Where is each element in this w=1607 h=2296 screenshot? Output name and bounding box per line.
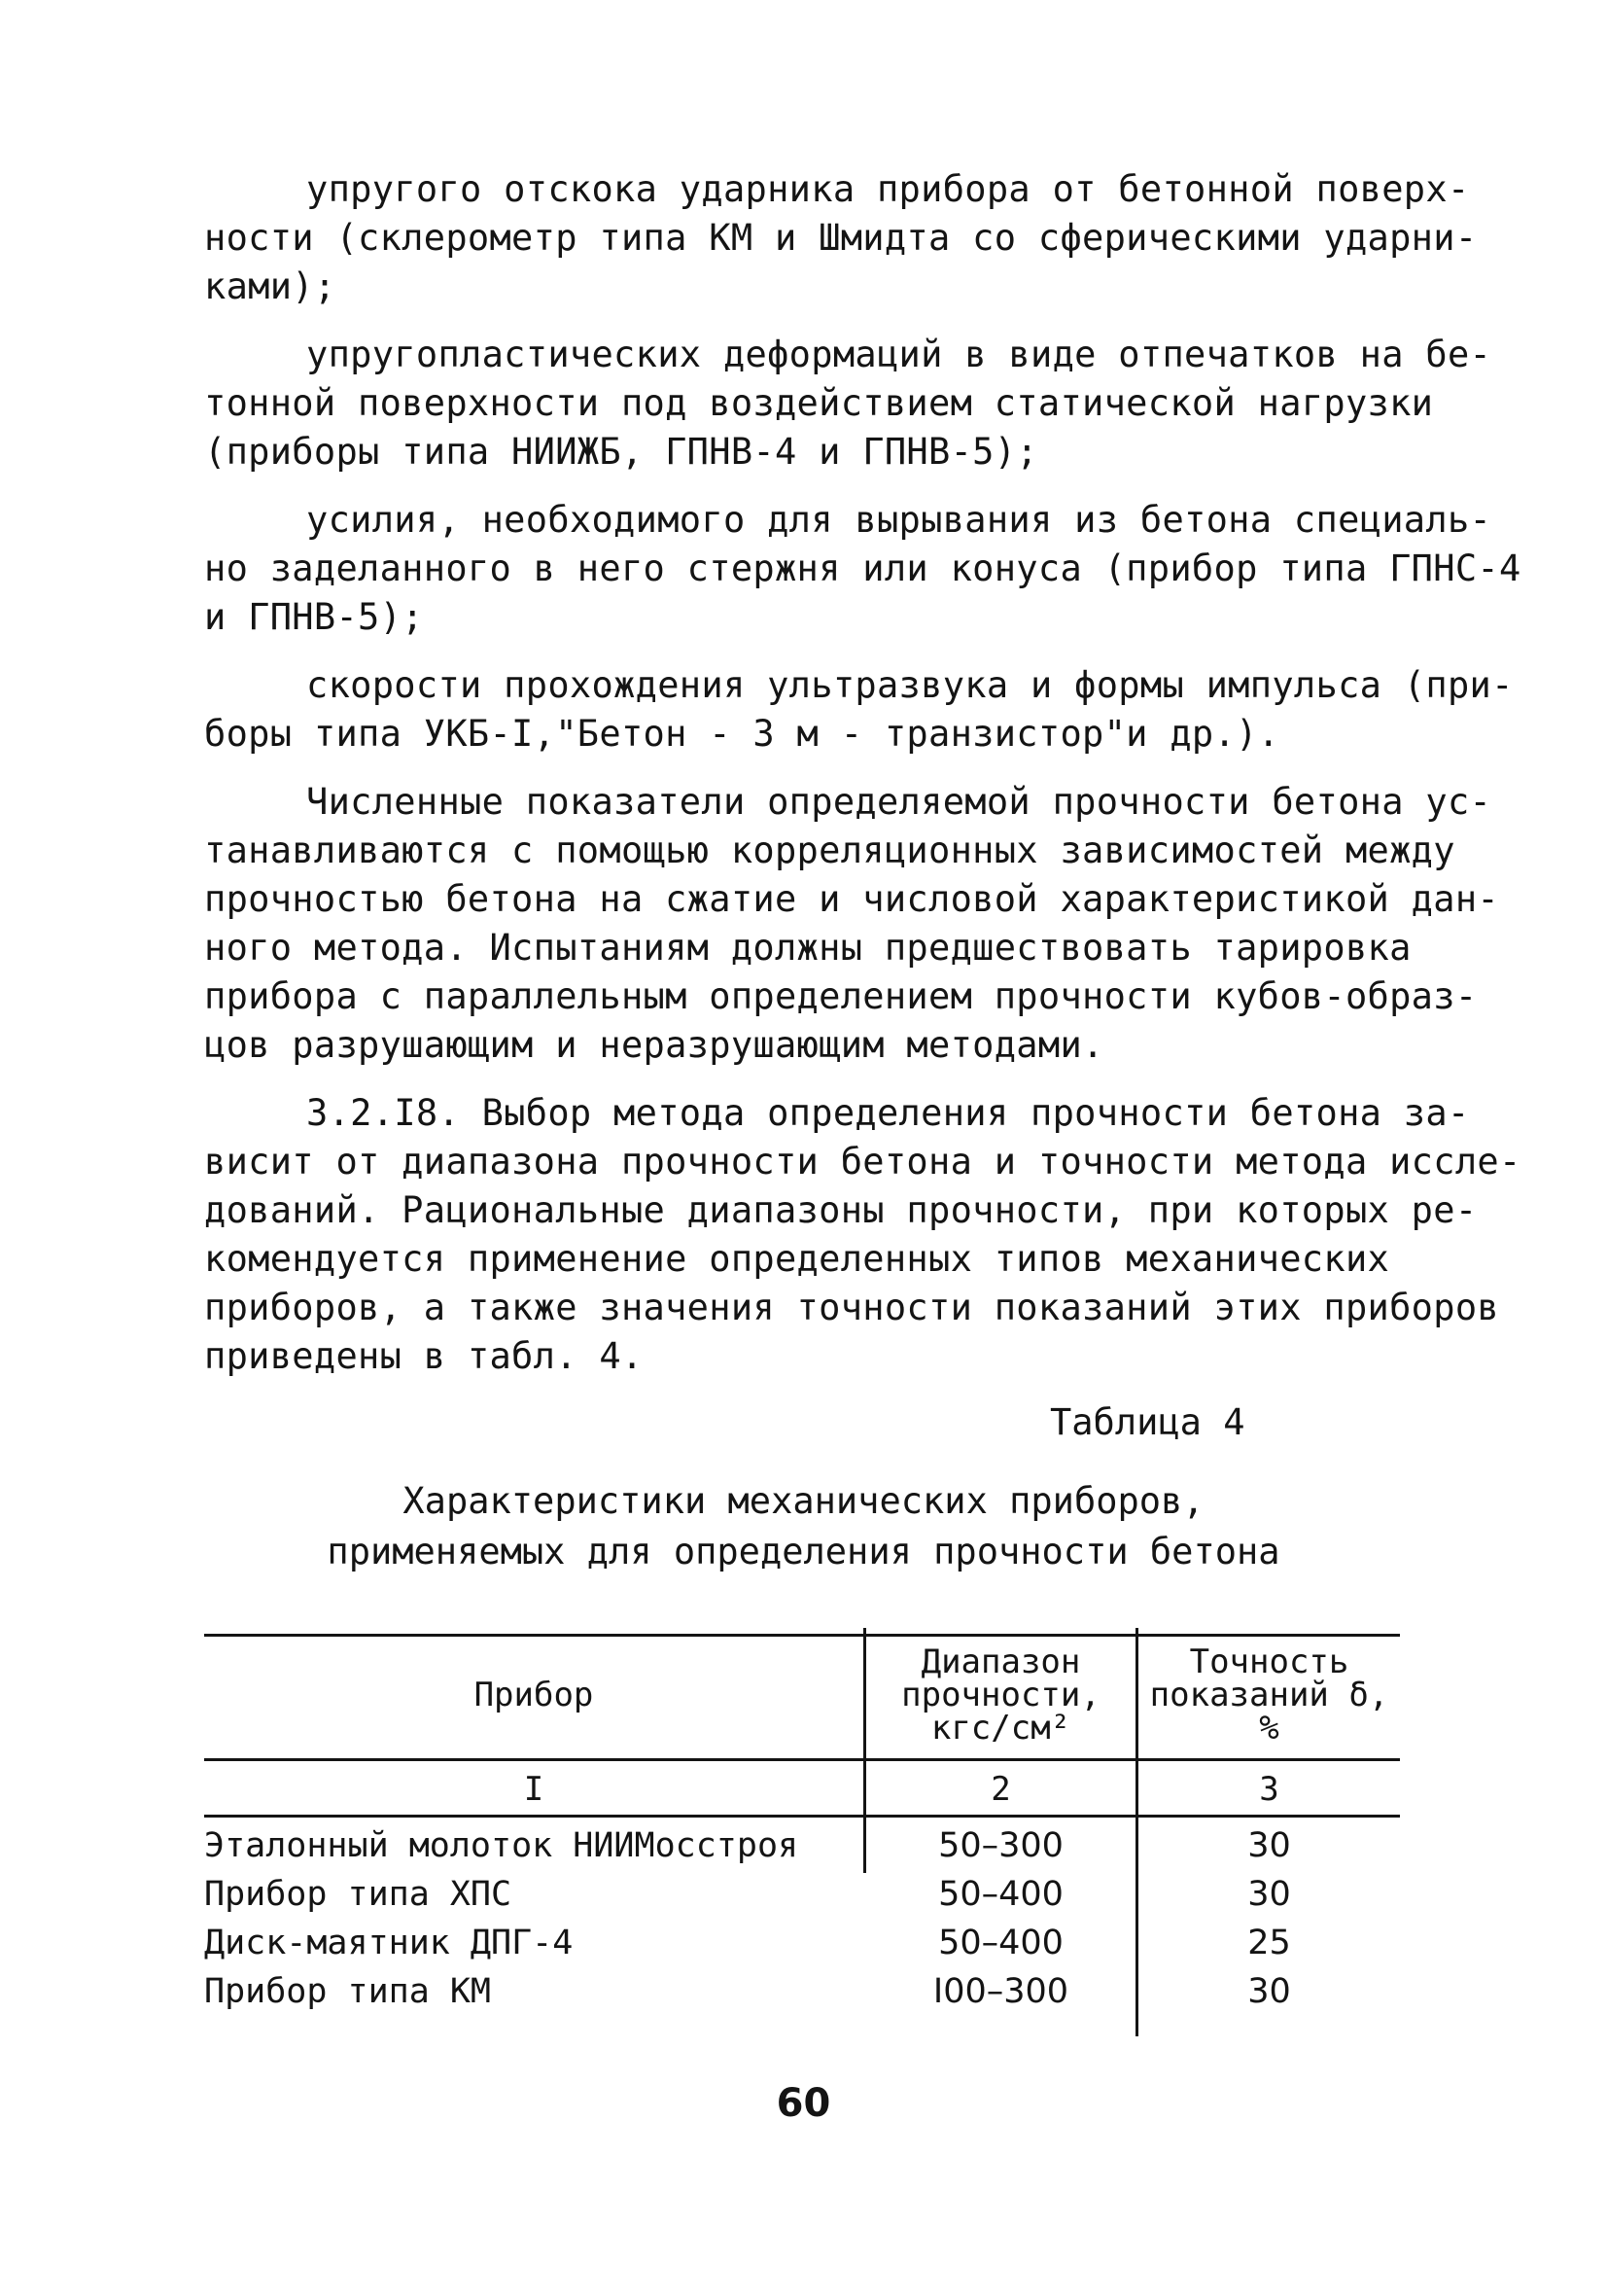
table-caption [0, 1476, 1607, 1577]
paragraph-line: прочностью бетона на сжатие и числовой характеристикой дан- [204, 878, 1499, 920]
paragraph-plastic-deformation [204, 331, 1492, 477]
header-range-line: прочности, [901, 1676, 1100, 1714]
paragraph-line: приведены в табл. 4. [204, 1335, 644, 1377]
paragraph-rebound [204, 165, 1478, 311]
page-number: 60 [776, 2081, 831, 2126]
paragraph-line: ного метода. Испытаниям должны предшествовать тарировка [204, 927, 1412, 969]
row-device: Прибор типа ХПС [204, 1875, 512, 1914]
column-number-2: 2 [991, 1770, 1011, 1809]
table-label: Таблица 4 [1050, 1401, 1245, 1443]
row-device: Диск-маятник ДПГ-4 [204, 1924, 574, 1962]
header-range-line: Диапазон [921, 1643, 1081, 1681]
table-row [204, 1972, 1400, 2021]
row-range: 50–400 [938, 1924, 1064, 1962]
table-top-rule [204, 1634, 1400, 1637]
table-numbers-rule [204, 1815, 1400, 1818]
paragraph-line: прибора с параллельным определением прочности кубов-образ- [204, 975, 1478, 1017]
column-number-1: I [523, 1770, 544, 1809]
paragraph-line: усилия, необходимого для вырывания из бетона специаль- [306, 499, 1492, 541]
row-range: I00–300 [932, 1972, 1069, 2011]
paragraph-line: комендуется применение определенных типов механических [204, 1238, 1390, 1280]
header-accuracy-line: Точность [1189, 1643, 1349, 1681]
paragraph-line: но заделанного в него стержня или конуса (прибор типа ГПНС-4 [204, 548, 1521, 589]
row-device: Прибор типа КМ [204, 1972, 492, 2011]
paragraph-method-selection [204, 1089, 1521, 1381]
paragraph-line: тонной поверхности под воздействием статической нагрузки [204, 382, 1434, 424]
instruments-table [204, 1634, 1400, 2042]
row-accuracy: 30 [1247, 1826, 1291, 1865]
table-row [204, 1924, 1400, 1972]
header-accuracy-line: показаний δ, [1149, 1676, 1389, 1714]
row-range: 50–400 [938, 1875, 1064, 1914]
column-number-3: 3 [1259, 1770, 1279, 1809]
row-accuracy: 30 [1247, 1875, 1291, 1914]
paragraph-line: 3.2.I8. Выбор метода определения прочности бетона за- [306, 1092, 1470, 1134]
paragraph-line: приборов, а также значения точности показаний этих приборов [204, 1287, 1499, 1328]
row-accuracy: 25 [1247, 1924, 1291, 1962]
paragraph-line: и ГПНВ-5); [204, 596, 424, 638]
caption-line: применяемых для определения прочности бетона [327, 1531, 1280, 1572]
paragraph-line: висит от диапазона прочности бетона и точности метода иссле- [204, 1141, 1521, 1183]
paragraph-line: ками); [204, 265, 336, 307]
paragraph-line: боры типа УКБ-I,"Бетон - 3 м - транзистор"и др.). [204, 713, 1280, 755]
table-row [204, 1826, 1400, 1875]
row-accuracy: 30 [1247, 1972, 1291, 2011]
header-device: Прибор [473, 1676, 594, 1714]
paragraph-line: танавливаются с помощью корреляционных зависимостей между [204, 830, 1455, 871]
header-accuracy-line: % [1259, 1709, 1279, 1748]
header-range-line: кгс/см² [930, 1709, 1071, 1748]
paragraph-line: дований. Рациональные диапазоны прочности, при которых ре- [204, 1189, 1478, 1231]
paragraph-numeric-indicators [204, 778, 1499, 1070]
row-device: Эталонный молоток НИИМосстроя [204, 1826, 799, 1865]
paragraph-line: ности (склерометр типа КМ и Шмидта со сферическими ударни- [204, 217, 1478, 259]
paragraph-ultrasound [204, 661, 1514, 759]
row-range: 50–300 [938, 1826, 1064, 1865]
paragraph-line: скорости прохождения ультразвука и формы импульса (при- [306, 664, 1514, 706]
paragraph-pull-out [204, 496, 1521, 642]
caption-line: Характеристики механических приборов, [402, 1480, 1205, 1522]
table-row [204, 1875, 1400, 1924]
paragraph-line: (приборы типа НИИЖБ, ГПНВ-4 и ГПНВ-5); [204, 431, 1038, 473]
paragraph-line: упругого отскока ударника прибора от бетонной поверх- [306, 168, 1470, 210]
paragraph-line: Численные показатели определяемой прочности бетона ус- [306, 781, 1492, 823]
paragraph-line: упругопластических деформаций в виде отпечатков на бе- [306, 334, 1492, 375]
table-header-rule [204, 1758, 1400, 1761]
paragraph-line: цов разрушающим и неразрушающим методами. [204, 1024, 1104, 1066]
